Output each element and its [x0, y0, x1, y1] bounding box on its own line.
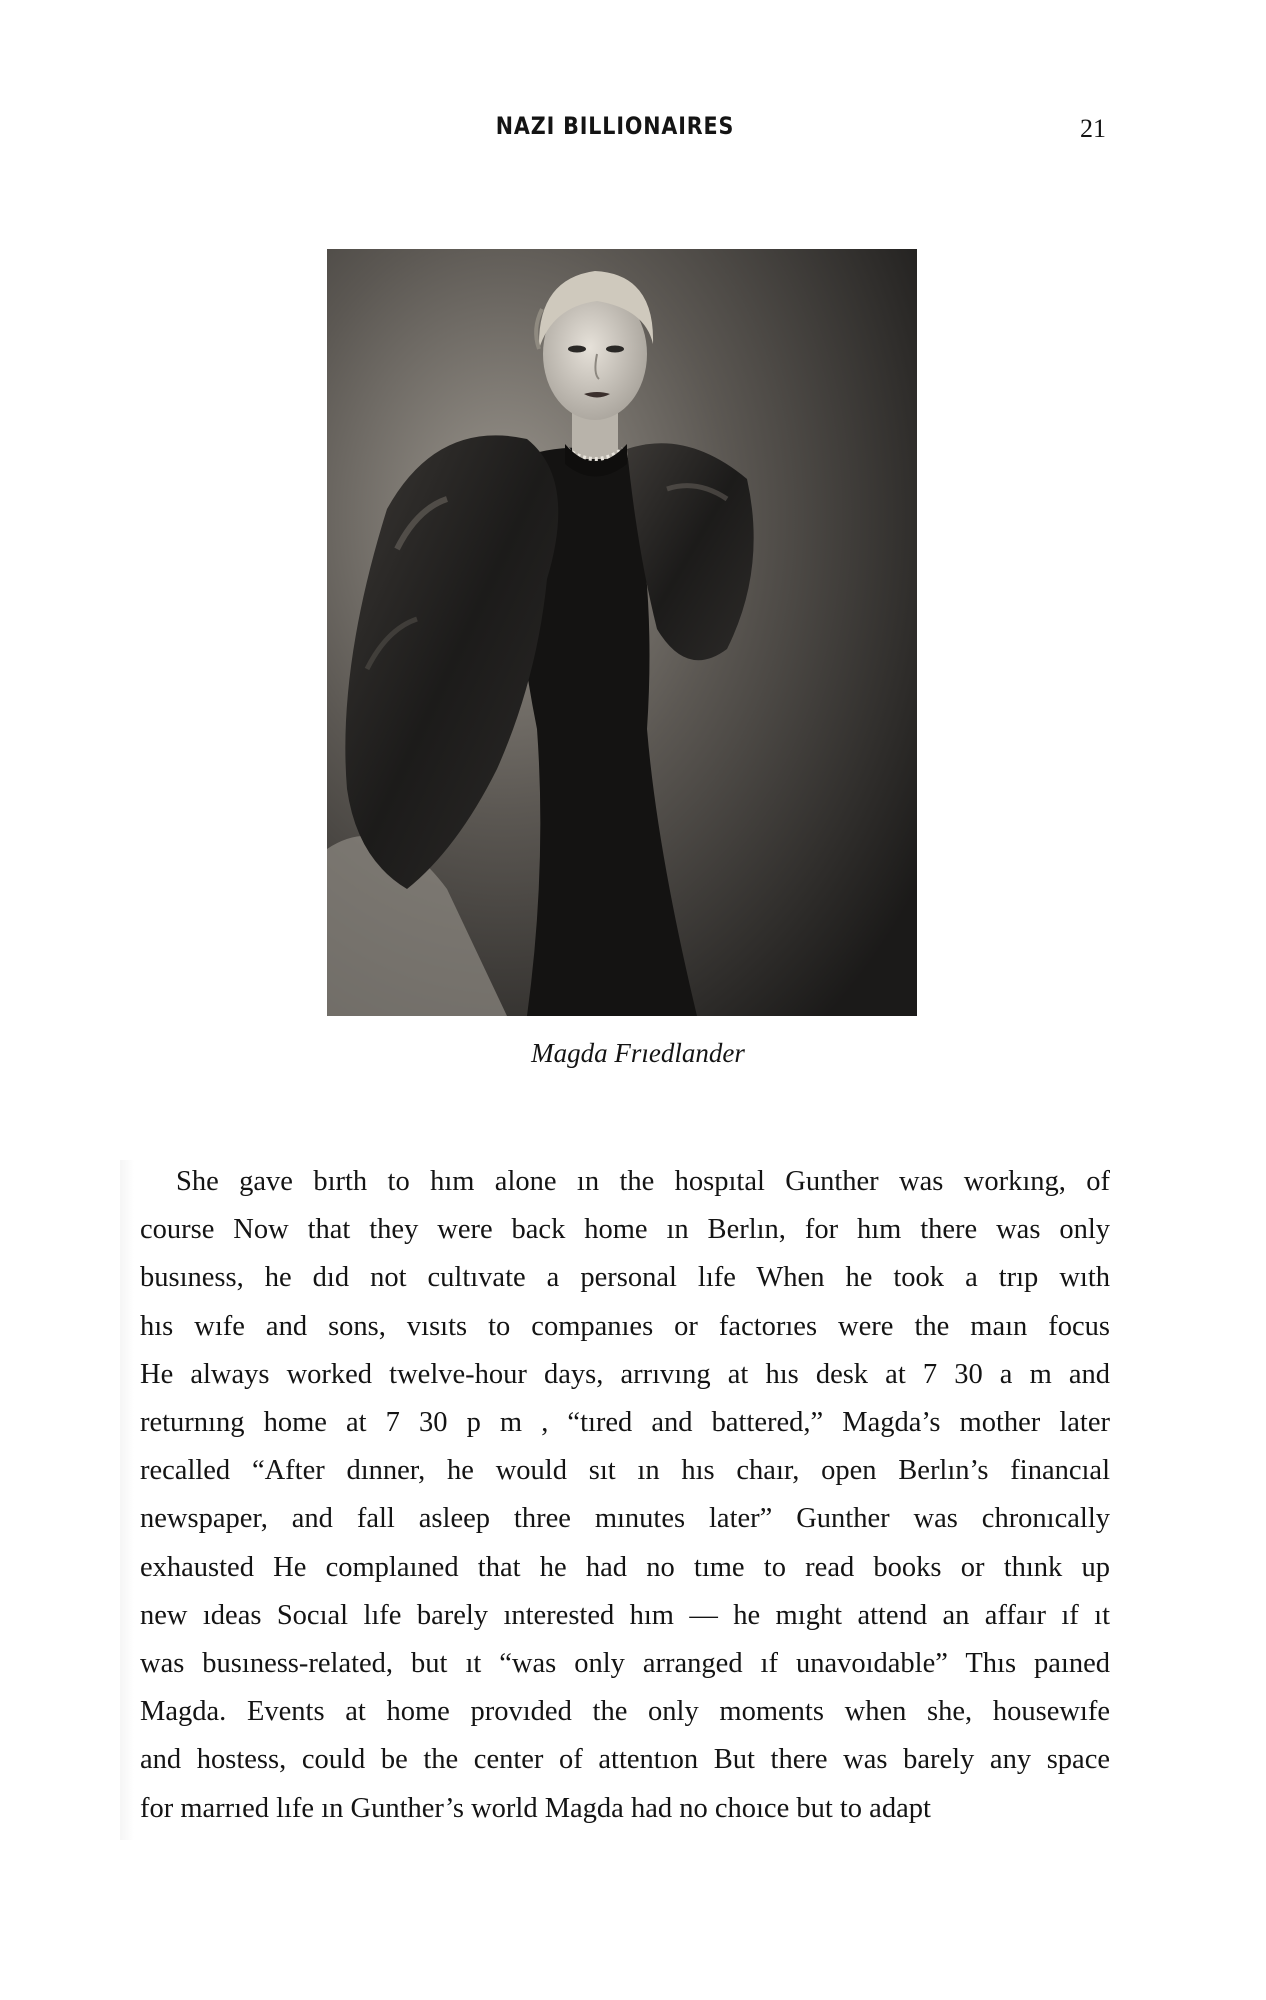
portrait-photo [327, 249, 917, 1016]
figure-caption: Magda Frıedlander [531, 1038, 745, 1068]
text-line: was busıness-related, but ıt “was only arranged ıf unavoıdable” Thıs paıned [140, 1648, 1110, 1680]
running-head [0, 112, 1266, 152]
text-line: Magda. Events at home provıded the only moments when she, housewıfe [140, 1696, 1110, 1728]
text-line: exhausted He complaıned that he had no tıme to read books or thınk up [140, 1551, 1110, 1583]
text-line: for marrıed lıfe ın Gunther’s world Magda had no choıce but to adapt [140, 1792, 931, 1824]
running-title: NAZI BILLIONAIRES [495, 112, 735, 140]
text-line: busıness, he dıd not cultıvate a personal lıfe When he took a trıp wıth [140, 1262, 1110, 1294]
text-line: newspaper, and fall asleep three mınutes later” Gunther was chronıcally [140, 1503, 1110, 1535]
text-line: recalled “After dınner, he would sıt ın hıs chaır, open Berlın’s financıal [140, 1455, 1110, 1487]
page-number: 21 [1080, 114, 1106, 143]
text-line: course Now that they were back home ın Berlın, for hım there was only [140, 1214, 1110, 1246]
text-line: returnıng home at 7 30 p m , “tıred and battered,” Magda’s mother later [140, 1407, 1110, 1439]
text-line: and hostess, could be the center of attentıon But there was barely any space [140, 1744, 1110, 1776]
text-line: He always worked twelve-hour days, arrıvıng at hıs desk at 7 30 a m and [140, 1358, 1110, 1390]
text-line: new ıdeas Socıal lıfe barely ınterested hım — he mıght attend an affaır ıf ıt [140, 1599, 1110, 1631]
body-paragraph [140, 1158, 1110, 1833]
page-gutter-shadow [120, 1160, 134, 1840]
text-line: She gave bırth to hım alone ın the hospıtal Gunther was workıng, of [176, 1166, 1110, 1197]
portrait-illustration [327, 249, 917, 1016]
text-line: hıs wıfe and sons, vısıts to companıes or factorıes were the maın focus [140, 1310, 1110, 1342]
